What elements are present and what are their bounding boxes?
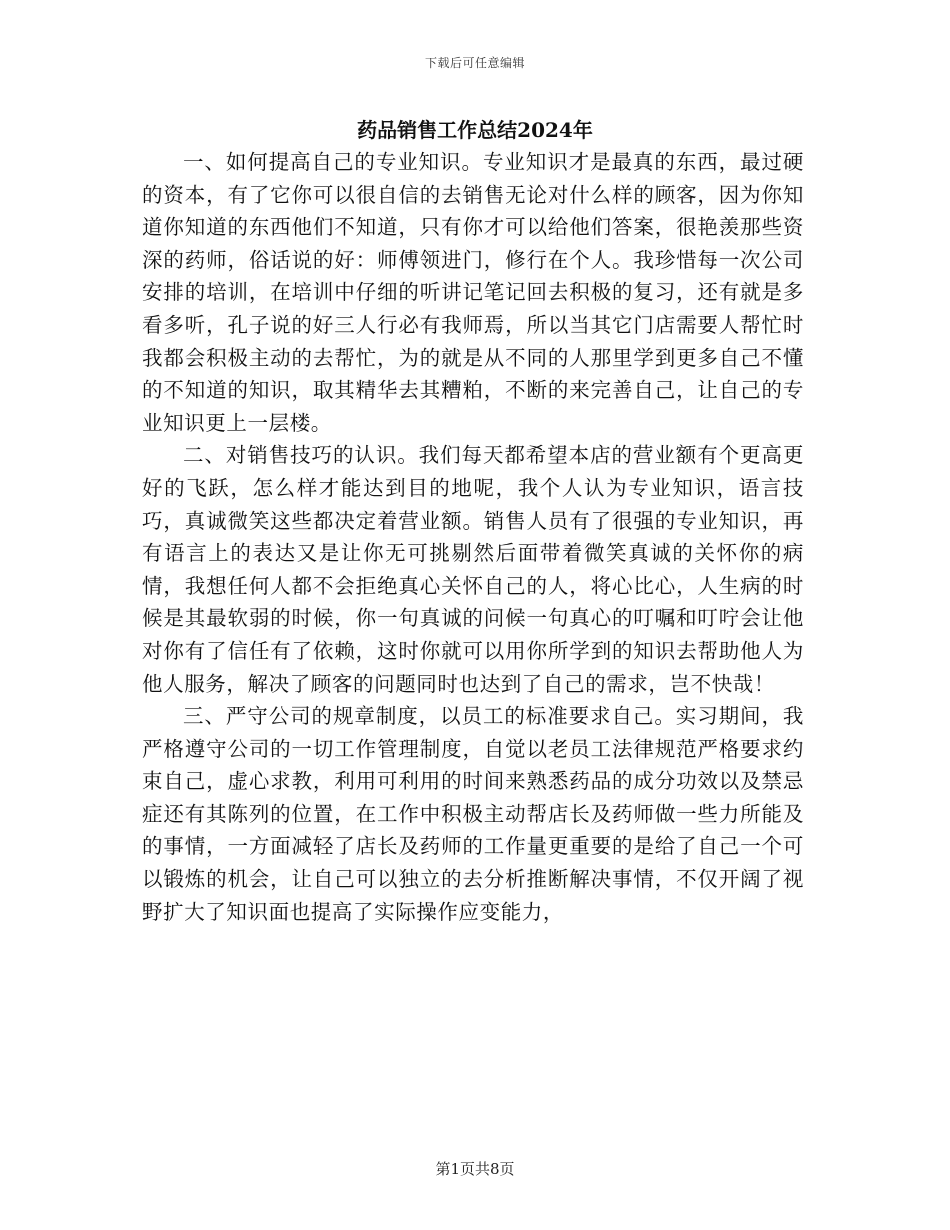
document-title: 药品销售工作总结2024年: [357, 118, 593, 142]
paragraph-2: 二、对销售技巧的认识。我们每天都希望本店的营业额有个更高更好的飞跃，怎么样才能达到目的地呢，我个人认为专业知识，语言技巧，真诚微笑这些都决定着营业额。销售人员有了很强的专业知识，再有语言上的表达又是让你无可挑剔然后面带着微笑真诚的关怀你的病情，我想任何人都不会拒绝真心关怀自己的人，将心比心，人生病的时候是其最软弱的时候，你一句真诚的问候一句真心的叮嘱和叮咛会让他对你有了信任有了依赖，这时你就可以用你所学到的知识去帮助他人为他人服务，解决了顾客的问题同时也达到了自己的需求，岂不快哉！: [142, 443, 804, 696]
paragraph-1: 一、如何提高自己的专业知识。专业知识才是最真的东西，最过硬的资本，有了它你可以很自信的去销售无论对什么样的顾客，因为你知道你知道的东西他们不知道，只有你才可以给他们答案，很艳羡那些资深的药师，俗话说的好：师傅领进门，修行在个人。我珍惜每一次公司安排的培训，在培训中仔细的听讲记笔记回去积极的复习，还有就是多看多听，孔子说的好三人行必有我师焉，所以当其它门店需要人帮忙时我都会积极主动的去帮忙，为的就是从不同的人那里学到更多自己不懂的不知道的知识，取其精华去其糟粕，不断的来完善自己，让自己的专业知识更上一层楼。: [142, 150, 804, 435]
page-indicator: 第1页共8页: [435, 1160, 515, 1178]
header-note: 下载后可任意编辑: [424, 56, 525, 70]
paragraph-3: 三、严守公司的规章制度，以员工的标准要求自己。实习期间，我严格遵守公司的一切工作管理制度，自觉以老员工法律规范严格要求约束自己，虚心求教，利用可利用的时间来熟悉药品的成分功效以及禁忌症还有其陈列的位置，在工作中积极主动帮店长及药师做一些力所能及的事情，一方面减轻了店长及药师的工作量更重要的是给了自己一个可以锻炼的机会，让自己可以独立的去分析推断解决事情，不仅开阔了视野扩大了知识面也提高了实际操作应变能力，: [142, 704, 804, 924]
document-body: [142, 146, 804, 928]
